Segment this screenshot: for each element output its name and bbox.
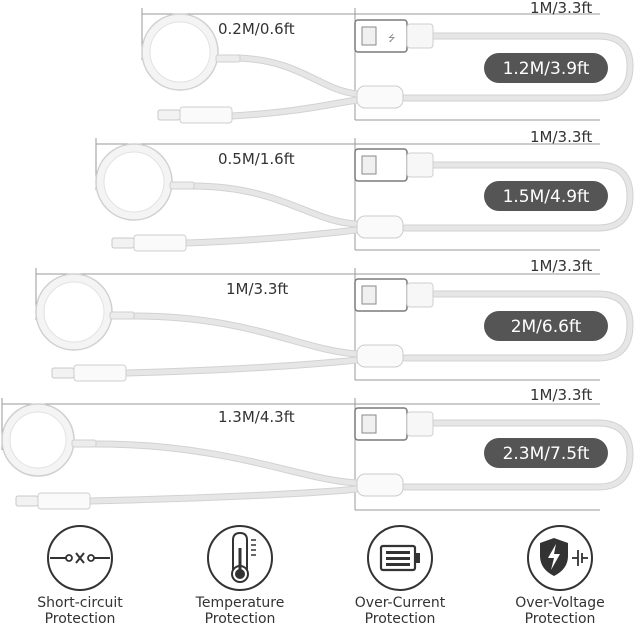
y-splitter xyxy=(357,216,403,238)
feature-label-line2: Protection xyxy=(524,611,596,624)
y-splitter xyxy=(357,86,403,108)
feature-temperature xyxy=(195,526,285,624)
lightning-cable xyxy=(232,100,357,116)
total-length-label: 1.5M/4.9ft xyxy=(502,187,590,207)
split-length-label: 0.5M/1.6ft xyxy=(218,150,295,168)
lightning-connector xyxy=(52,365,126,381)
cable-set-1 xyxy=(142,0,630,123)
total-length-label: 2.3M/7.5ft xyxy=(502,444,590,464)
total-length-label: 2M/6.6ft xyxy=(510,317,582,337)
watch-charger-puck xyxy=(2,404,96,476)
usb-a-connector xyxy=(355,408,433,440)
total-length-badge xyxy=(484,311,608,341)
watch-cable xyxy=(238,58,357,94)
watch-cable xyxy=(96,444,357,483)
usb-length-label: 1M/3.3ft xyxy=(530,128,593,146)
feature-over-current xyxy=(355,526,446,624)
total-length-label: 1.2M/3.9ft xyxy=(502,59,590,79)
watch-cable xyxy=(192,186,357,224)
total-length-badge xyxy=(484,181,608,211)
lightning-connector xyxy=(16,493,90,509)
total-length-badge xyxy=(484,438,608,468)
feature-short-circuit xyxy=(37,526,123,624)
lightning-connector xyxy=(158,107,232,123)
total-length-badge xyxy=(484,53,608,83)
usb-a-connector xyxy=(355,149,433,181)
usb-a-connector xyxy=(355,279,433,311)
feature-label-line1: Over-Voltage xyxy=(515,595,605,611)
feature-label-line1: Temperature xyxy=(195,595,285,611)
feature-label-line1: Short-circuit xyxy=(37,595,123,611)
split-length-label: 1.3M/4.3ft xyxy=(218,408,295,426)
feature-label-line2: Protection xyxy=(364,611,436,624)
feature-label-line2: Protection xyxy=(44,611,116,624)
lightning-connector xyxy=(112,235,186,251)
usb-a-connector xyxy=(355,20,433,52)
watch-cable xyxy=(134,316,357,354)
svg-text:⭍: ⭍ xyxy=(388,34,396,44)
feature-over-voltage xyxy=(515,526,605,624)
usb-length-label: 1M/3.3ft xyxy=(530,386,593,404)
feature-label-line1: Over-Current xyxy=(354,595,446,611)
split-length-label: 1M/3.3ft xyxy=(226,280,289,298)
feature-label-line2: Protection xyxy=(204,611,276,624)
y-splitter xyxy=(357,474,403,496)
cable-set-3 xyxy=(36,257,630,381)
watch-charger-puck xyxy=(96,144,194,220)
split-length-label: 0.2M/0.6ft xyxy=(218,20,295,38)
usb-length-label: 1M/3.3ft xyxy=(530,257,593,275)
cable-set-2 xyxy=(96,128,630,251)
watch-charger-puck xyxy=(36,274,134,350)
cable-set-4 xyxy=(2,386,630,510)
y-splitter xyxy=(357,345,403,367)
usb-length-label: 1M/3.3ft xyxy=(530,0,593,17)
